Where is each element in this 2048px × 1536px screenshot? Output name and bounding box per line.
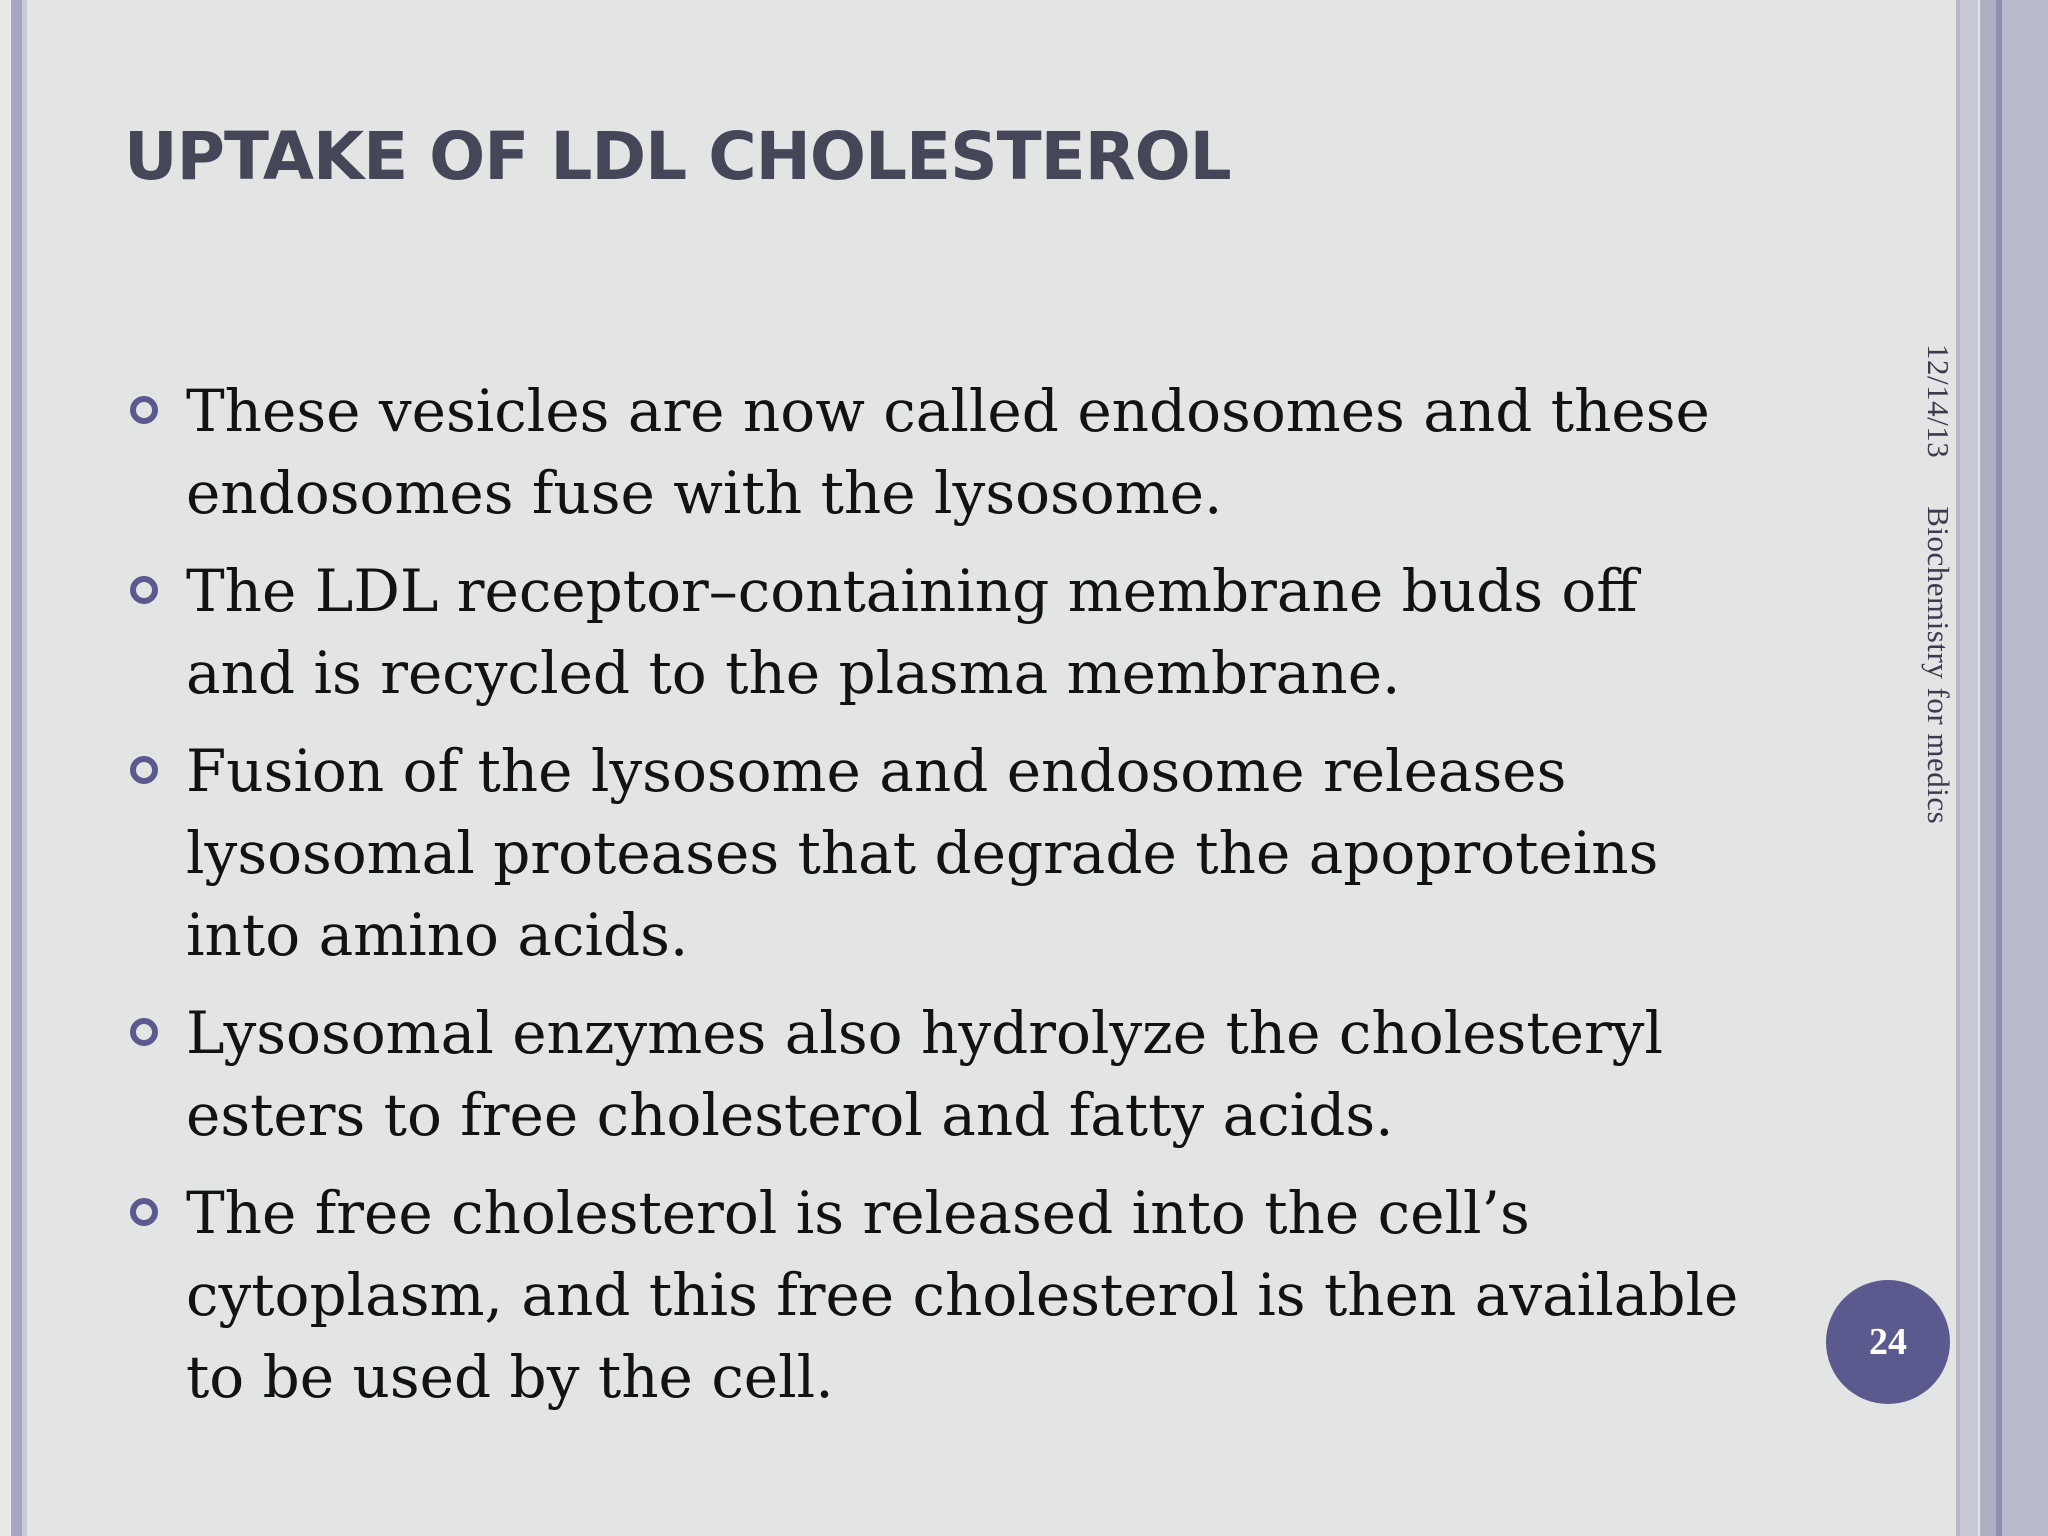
slide-footer: Biochemistry for medics	[1921, 506, 1956, 825]
bullet-text: The LDL receptor–containing membrane buds off and is recycled to the plasma membrane.	[186, 557, 1638, 707]
page-number-badge	[1826, 1280, 1950, 1404]
bullet-list	[124, 370, 1764, 1434]
left-border-line	[11, 0, 22, 1536]
bullet-item	[124, 550, 1764, 714]
right-border-band	[1960, 0, 1978, 1536]
bullet-text: Fusion of the lysosome and endosome releases lysosomal proteases that degrade the apoproteins into amino acids.	[186, 737, 1659, 969]
slide-date: 12/14/13	[1921, 344, 1956, 459]
page-number: 24	[1869, 1321, 1907, 1363]
side-caption	[1920, 344, 1956, 824]
left-border-line-inner	[22, 0, 27, 1536]
right-border-band	[1980, 0, 1996, 1536]
bullet-item	[124, 370, 1764, 534]
bullet-item	[124, 992, 1764, 1156]
bullet-item	[124, 1172, 1764, 1418]
bullet-text: Lysosomal enzymes also hydrolyze the cholesteryl esters to free cholesterol and fatty acids.	[186, 999, 1663, 1149]
ring-bullet-icon	[130, 1198, 158, 1226]
bullet-item	[124, 730, 1764, 976]
ring-bullet-icon	[130, 396, 158, 424]
slide-title: UPTAKE OF LDL CHOLESTEROL	[124, 118, 1231, 195]
ring-bullet-icon	[130, 1018, 158, 1046]
ring-bullet-icon	[130, 756, 158, 784]
ring-bullet-icon	[130, 576, 158, 604]
right-border-band	[2002, 0, 2048, 1536]
bullet-text: These vesicles are now called endosomes and these endosomes fuse with the lysosome.	[186, 377, 1710, 527]
bullet-text: The free cholesterol is released into the cell’s cytoplasm, and this free cholesterol is then available to be used by the cell.	[186, 1179, 1739, 1411]
